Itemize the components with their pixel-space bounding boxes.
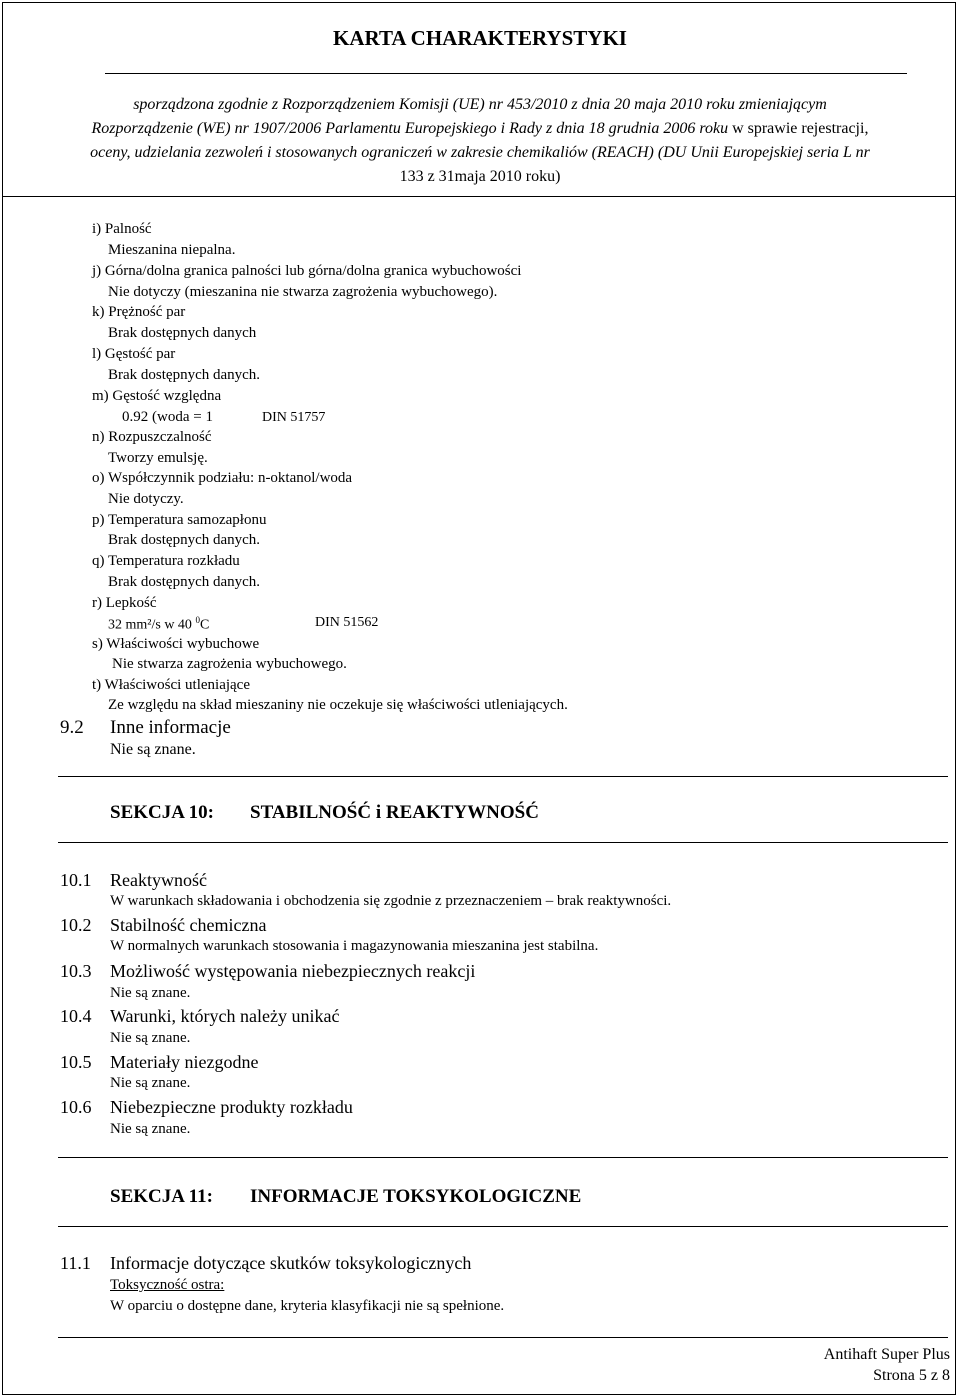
property-label-palnosc: i) Palność: [92, 221, 152, 237]
property-value-lepkosc: [108, 615, 209, 634]
section-10-heading-title: STABILNOŚĆ i REAKTYWNOŚĆ: [250, 802, 539, 823]
section-10-1-value: W warunkach składowania i obchodzenia się zgodnie z przeznaczeniem – brak reaktywności.: [110, 893, 672, 909]
section-10-5-value: Nie są znane.: [110, 1075, 191, 1091]
section-10-1-title: Reaktywność: [110, 870, 207, 890]
subtitle-line-2: [40, 117, 920, 141]
subtitle-line-2b: w sprawie rejestracji,: [732, 120, 869, 137]
property-standard-din51562: DIN 51562: [315, 615, 379, 630]
section-10-1-number: 10.1: [60, 870, 92, 890]
property-value-rozklad: Brak dostępnych danych.: [108, 574, 261, 590]
section-9-2-value: Nie są znane.: [110, 741, 196, 758]
section-10-6-value: Nie są znane.: [110, 1121, 191, 1137]
property-label-granica: j) Górna/dolna granica palności lub górna/dolna granica wybuchowości: [92, 263, 522, 279]
property-label-rozpuszczalnosc: n) Rozpuszczalność: [92, 429, 212, 445]
section-10-3-value: Nie są znane.: [110, 985, 191, 1001]
document-title: KARTA CHARAKTERYSTYKI: [333, 26, 627, 50]
section-rule: [58, 776, 948, 777]
property-label-gestosc-par: l) Gęstość par: [92, 346, 176, 362]
property-label-samozaplon: p) Temperatura samozapłonu: [92, 512, 267, 528]
property-label-rozklad: q) Temperatura rozkładu: [92, 553, 240, 569]
property-value-wspolczynnik: Nie dotyczy.: [108, 491, 184, 507]
lepkosc-value-pre: 32 mm²/s w 40: [108, 617, 196, 633]
property-value-samozaplon: Brak dostępnych danych.: [108, 532, 261, 548]
section-10-2-title: Stabilność chemiczna: [110, 915, 267, 935]
section-rule: [58, 842, 948, 843]
footer-page-number: Strona 5 z 8: [873, 1367, 950, 1384]
section-10-heading-number: SEKCJA 10:: [110, 802, 214, 823]
subtitle-line-1: sporządzona zgodnie z Rozporządzeniem Komisji (UE) nr 453/2010 z dnia 20 maja 2010 roku zmieniającym: [133, 96, 827, 113]
section-9-2-number: 9.2: [60, 717, 84, 738]
section-rule: [58, 1157, 948, 1158]
section-rule: [58, 1226, 948, 1227]
section-10-6-title: Niebezpieczne produkty rozkładu: [110, 1097, 353, 1117]
section-10-5-title: Materiały niezgodne: [110, 1052, 259, 1072]
section-11-heading-title: INFORMACJE TOKSYKOLOGICZNE: [250, 1186, 582, 1207]
footer-product-name: Antihaft Super Plus: [823, 1346, 950, 1363]
section-10-2-number: 10.2: [60, 915, 92, 935]
section-11-heading-number: SEKCJA 11:: [110, 1186, 213, 1207]
lepkosc-value-sup: 0: [195, 615, 200, 625]
property-value-gestosc-par: Brak dostępnych danych.: [108, 367, 261, 383]
section-10-4-number: 10.4: [60, 1006, 92, 1026]
property-value-utleniajace: Ze względu na skład mieszaniny nie oczekuje się właściwości utleniających.: [108, 697, 568, 713]
property-standard-din51757: DIN 51757: [262, 410, 326, 425]
regulation-subtitle: [40, 93, 920, 189]
property-label-preznosc: k) Prężność par: [92, 304, 186, 320]
subtitle-line-3: oceny, udzielania zezwoleń i stosowanych ograniczeń w zakresie chemikaliów (REACH) (DU Unii Europejskiej seria L nr: [90, 144, 870, 161]
section-10-2-value: W normalnych warunkach stosowania i magazynowania mieszanina jest stabilna.: [110, 938, 599, 954]
section-10-5-number: 10.5: [60, 1052, 92, 1072]
section-11-1-title: Informacje dotyczące skutków toksykologicznych: [110, 1253, 472, 1273]
property-value-wybuchowe: Nie stwarza zagrożenia wybuchowego.: [112, 656, 347, 672]
lepkosc-value-post: C: [199, 617, 210, 633]
toxicity-acute-label: Toksyczność ostra:: [110, 1277, 225, 1293]
header-separator: [2, 196, 956, 197]
property-label-lepkosc: r) Lepkość: [92, 595, 157, 611]
property-label-wspolczynnik: o) Współczynnik podziału: n-oktanol/woda: [92, 470, 353, 486]
section-10-6-number: 10.6: [60, 1097, 92, 1117]
title-underline: [105, 73, 907, 74]
section-9-2-title: Inne informacje: [110, 717, 231, 738]
property-value-palnosc: Mieszanina niepalna.: [108, 242, 236, 258]
property-value-granica: Nie dotyczy (mieszanina nie stwarza zagrożenia wybuchowego).: [108, 284, 498, 300]
footer-rule: [58, 1337, 948, 1338]
section-10-4-title: Warunki, których należy unikać: [110, 1006, 340, 1026]
section-11-1-number: 11.1: [60, 1253, 91, 1273]
property-value-gestosc-wzgledna: 0.92 (woda = 1: [122, 409, 213, 425]
section-10-3-number: 10.3: [60, 961, 92, 981]
subtitle-line-2a: Rozporządzenie (WE) nr 1907/2006 Parlamentu Europejskiego i Rady z dnia 18 grudnia 2006 roku: [91, 120, 729, 137]
section-10-4-value: Nie są znane.: [110, 1030, 191, 1046]
property-label-utleniajace: t) Właściwości utleniające: [92, 677, 250, 693]
toxicity-acute-value: W oparciu o dostępne dane, kryteria klasyfikacji nie są spełnione.: [110, 1298, 505, 1314]
property-label-gestosc-wzgledna: m) Gęstość względna: [92, 388, 222, 404]
property-value-rozpuszczalnosc: Tworzy emulsję.: [108, 450, 208, 466]
property-value-preznosc: Brak dostępnych danych: [108, 325, 257, 341]
subtitle-line-4: 133 z 31maja 2010 roku): [399, 168, 561, 185]
property-label-wybuchowe: s) Właściwości wybuchowe: [92, 636, 260, 652]
section-10-3-title: Możliwość występowania niebezpiecznych reakcji: [110, 961, 476, 981]
